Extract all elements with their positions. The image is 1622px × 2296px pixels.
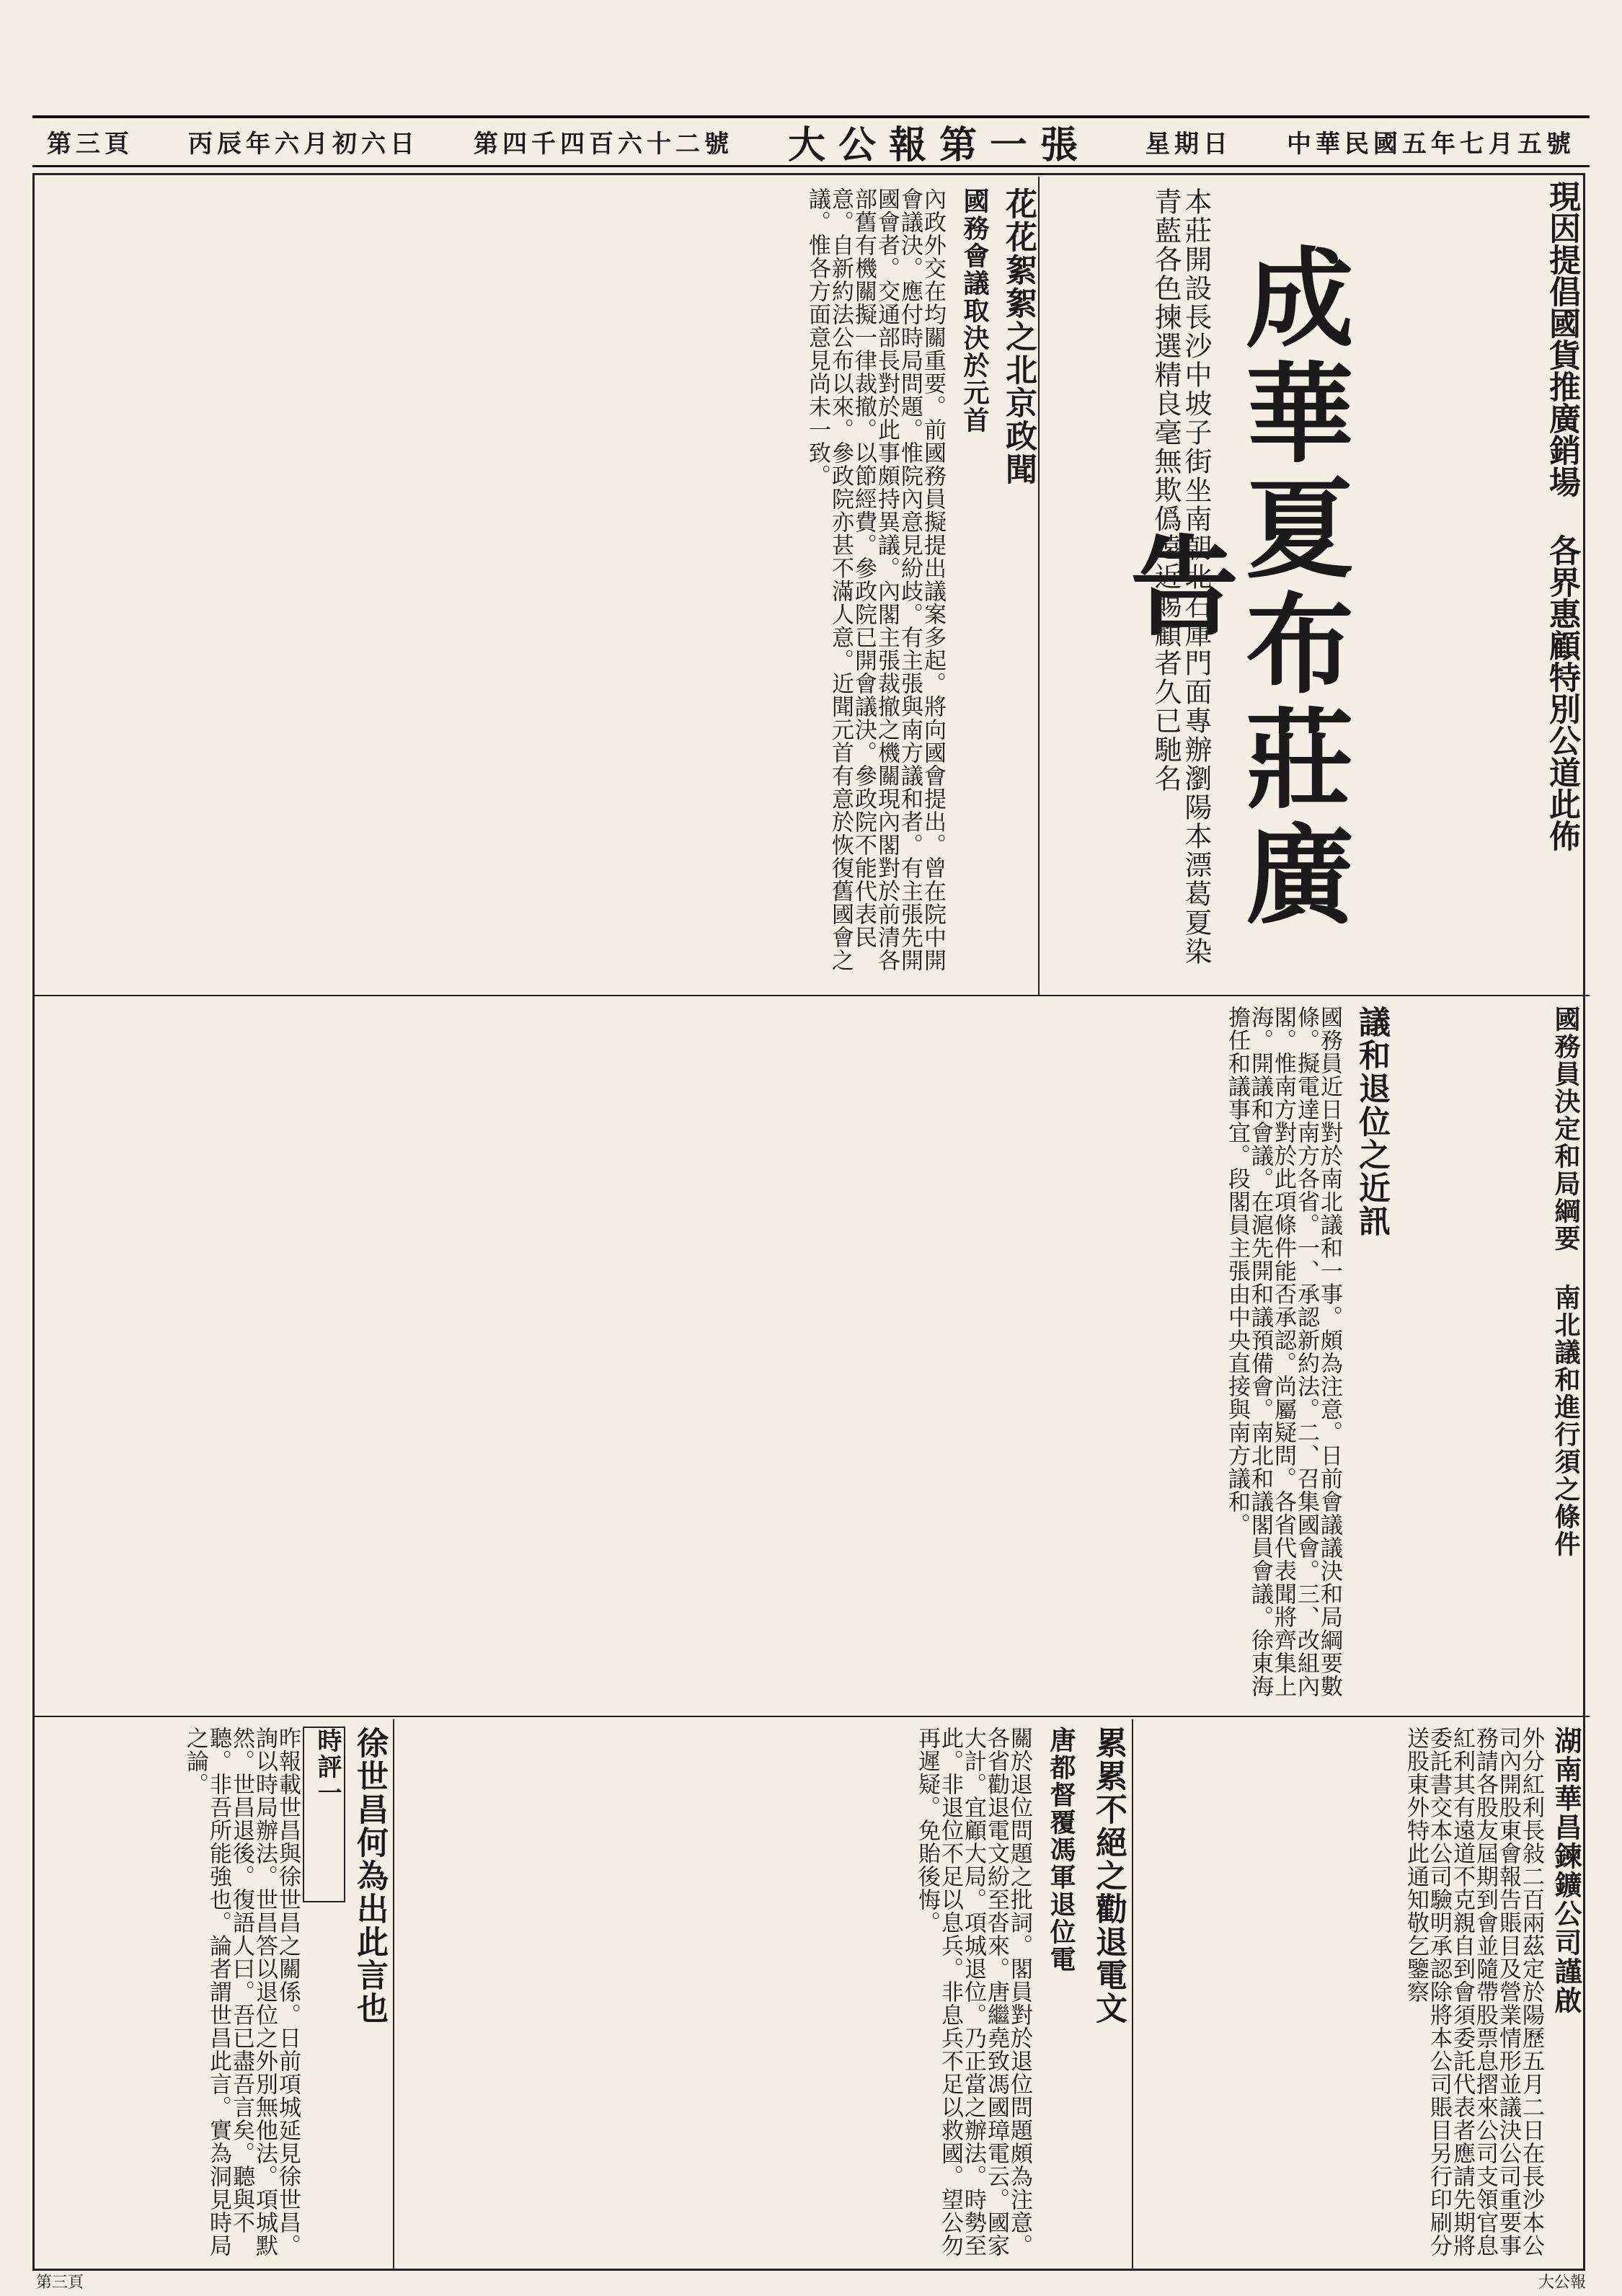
company-text: 外分紅利長敍二百兩茲定於陽歷五月二日在長沙本公司內開股東會報告賬目及營業情形並議決公司重要事務請各股友屆期到會並隨帶股票息摺來公司支領官息紅利其有遠道不克親自到會須委託代表者應請先期將委託書交本公司驗明承認除將本公司賬目另行印刷分送股東外特此通知敬乞鑒察 bbox=[1403, 1727, 1544, 2257]
ad-text: 本莊開設長沙中坡子街坐南朝北石庫門面專辦瀏陽本漂葛夏染青藍各色揀選精良毫無欺僞遠近賜顧者久已馳名 bbox=[1150, 187, 1212, 966]
masthead-title: 大公報第一張 bbox=[787, 123, 1091, 167]
article-4-sub: 時評一 bbox=[303, 1727, 345, 1902]
article-3-body: 關於退位問題之批詞。閣員對於退位問題頗為注意。各省勸退電文紛至沓來。唐繼堯致馮國璋電云。國家大計。宜顧大局。項城退位。乃正當之辦法。時勢至此。非退位不足以息兵。非息兵不足以救國。望公勿再遲疑。免貽後悔。 bbox=[914, 1727, 1032, 2257]
masthead-weekday: 星期日 bbox=[1145, 130, 1232, 159]
article-4-headline: 徐世昌何為出此言也 bbox=[351, 1727, 388, 2025]
ad-title: 成華夏布莊廣告 bbox=[1112, 241, 1354, 934]
masthead-lunar: 丙辰年六月初六日 bbox=[187, 130, 419, 159]
article-2-title: 議和退位之近訊 bbox=[1353, 1006, 1390, 1238]
masthead-issue: 第四千四百六十二號 bbox=[473, 130, 733, 159]
divider-lower bbox=[32, 1716, 1590, 1717]
article-1-sub: 國務會議取決於元首 bbox=[960, 187, 990, 434]
article-2-body: 國務員近日對於南北議和一事。頗為注意。日前會議議決和局綱要數條。擬電達南方各省。一、承認新約法。二、召集國會。三、改組內閣。惟南方對於此項條件能否承認。尚屬疑問。各省代表聞將齊集上海。開議和會議。在滬先開和議預備會。南北和議閣員會議。徐東海擔任和議事宜。段閣員主張由中央直接與南方議和。 bbox=[1224, 1006, 1342, 1698]
article-1-headline: 花花絮絮之北京政聞 bbox=[1000, 187, 1037, 486]
masthead-date: 中華民國五年七月五號 bbox=[1286, 130, 1575, 159]
masthead bbox=[32, 115, 1590, 167]
article-4-body: 昨報載世昌與徐世昌之關係。日前項城延見徐世昌。詢以時局辦法。世昌答以退位之外別無他法。項城默然。世昌退後。復語人曰。吾已盡吾言矣。聽與不聽。非吾所能強也。論者謂世昌此言。實為洞見時局之論。 bbox=[182, 1727, 301, 2257]
article-2-sub: 國務員決定和局綱要 南北議和進行須之條件 bbox=[1551, 1006, 1581, 1558]
company-title: 湖南華昌鍊鑛公司謹啟 bbox=[1550, 1727, 1582, 2015]
ad-notice: 現因提倡國貨推廣銷場 各界惠顧特別公道此佈 bbox=[1543, 180, 1580, 851]
article-1-body: 內政外交在均關重要。前國務員擬提出議案多起。將向國會提出。曾在院中開會議決。應付時局問題。惟院內意見紛歧。有主張與南方議和者。有主張先開國會者。交通部長對於此事頗持異議。內閣主張裁撤之機關現內閣對於前清各部舊有機關擬一律裁撤。以節經費。參政院已開會議決。參政院不能代表民意。自新約法公布以來。參政院亦甚不滿人意。近聞元首有意於恢復舊國會之議。惟各方面意見尚未一致。 bbox=[805, 187, 946, 972]
article-3-headline: 累累不絕之勸退電文 bbox=[1090, 1727, 1127, 2025]
article-3-sub: 唐都督覆馮軍退位電 bbox=[1046, 1727, 1076, 1973]
section-marker-edition: 大公報 bbox=[1538, 2274, 1586, 2292]
divider-company bbox=[1132, 1719, 1133, 2271]
masthead-page: 第三頁 bbox=[47, 130, 133, 159]
divider-ad bbox=[1038, 177, 1040, 995]
section-marker-header: 第三頁 bbox=[36, 2274, 84, 2292]
divider-mid bbox=[32, 995, 1590, 996]
divider-article-4 bbox=[393, 1719, 394, 2271]
